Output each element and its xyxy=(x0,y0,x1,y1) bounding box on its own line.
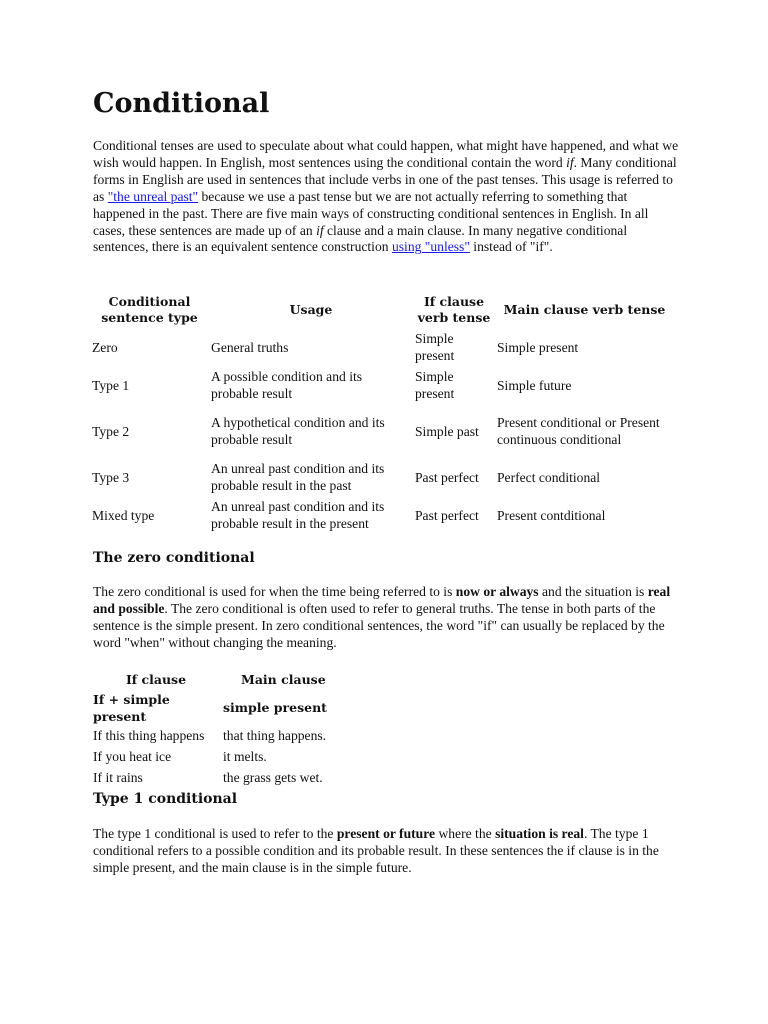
table-cell: If + simple present xyxy=(93,691,170,724)
table-cell: Type 1 xyxy=(92,377,130,393)
table-cell: Type 2 xyxy=(92,423,130,439)
table-cell: Simple future xyxy=(497,377,572,393)
intro-text-4: clause and a main clause. In many negative conditional sentences, there is an equivalent sentence construction xyxy=(93,222,628,255)
zero-conditional-heading: The zero conditional xyxy=(93,550,255,566)
zero-conditional-table xyxy=(91,670,403,789)
zero-text-2: and the situation is xyxy=(538,584,648,599)
intro-text-5: instead of "if". xyxy=(469,239,553,255)
table-row xyxy=(90,459,674,497)
column-header: Usage xyxy=(289,302,333,317)
table-cell: Past perfect xyxy=(415,507,479,523)
table-row xyxy=(90,405,674,459)
zero-text-1: The zero conditional is used for when the time being referred to is xyxy=(93,584,456,599)
table-cell: A possible condition and its probable result xyxy=(211,369,363,401)
table-cell: Past perfect xyxy=(415,469,479,485)
type1-text-1: The type 1 conditional is used to refer to the xyxy=(93,826,337,841)
table-cell: that thing happens. xyxy=(223,728,327,744)
table-cell: A hypothetical condition and its probable result xyxy=(211,415,385,447)
table-cell: Simple present xyxy=(415,331,455,363)
type1-conditional-heading: Type 1 conditional xyxy=(93,791,238,807)
table-cell: An unreal past condition and its probable result in the present xyxy=(211,499,385,531)
column-header: If clause verb tense xyxy=(417,294,491,325)
column-header: Conditional sentence type xyxy=(101,294,198,325)
table-cell: If it rains xyxy=(93,769,143,785)
zero-bold-1: now or always xyxy=(455,584,539,599)
type1-bold-2: situation is real xyxy=(495,826,584,841)
table-cell: Perfect conditional xyxy=(497,469,601,485)
conditional-types-table xyxy=(90,291,674,535)
intro-text-1: Conditional tenses are used to speculate about what could happen, what might have happened, and what we wish would happen. In English, most sentences using the conditional contain the word xyxy=(93,138,679,170)
table-cell: Type 3 xyxy=(92,469,130,485)
table-row xyxy=(91,747,403,768)
intro-if-italic: if xyxy=(566,154,574,170)
column-header: If clause xyxy=(125,671,187,687)
unreal-past-link[interactable]: "the unreal past" xyxy=(107,188,199,204)
type1-conditional-paragraph xyxy=(93,826,681,877)
type1-text-2: where the xyxy=(435,826,496,841)
column-header: Main clause xyxy=(241,671,326,687)
table-cell: Simple present xyxy=(415,369,455,401)
intro-if-italic-2: if xyxy=(316,222,324,238)
table-row xyxy=(91,768,403,789)
zero-text-3: . The zero conditional is often used to refer to general truths. The tense in both parts of the sentence is the simple present. In zero conditional sentences, the word "if" can usually be replaced by the word "when" without changing the meaning. xyxy=(93,600,665,650)
table-cell: General truths xyxy=(211,339,289,355)
table-cell: Mixed type xyxy=(92,507,155,523)
table-cell: If this thing happens xyxy=(93,728,205,744)
zero-bold-2: real and possible xyxy=(93,584,671,616)
table-cell: Present contditional xyxy=(497,507,606,523)
table-row xyxy=(90,497,674,535)
column-header: Main clause verb tense xyxy=(503,302,666,317)
table-row xyxy=(90,367,674,405)
type1-text-3: . The type 1 conditional refers to a possible condition and its probable result. In these sentences the if clause is in the simple present, and the main clause is in the simple future. xyxy=(93,826,659,875)
table-cell: Simple past xyxy=(415,423,479,439)
table-row xyxy=(91,727,403,748)
page-title: Conditional xyxy=(93,88,270,119)
zero-conditional-paragraph xyxy=(93,584,681,652)
table-cell: it melts. xyxy=(223,749,267,765)
table-cell: Present conditional or Present continuous conditional xyxy=(497,415,660,447)
table-cell: the grass gets wet. xyxy=(223,769,323,785)
type1-bold-1: present or future xyxy=(336,826,436,841)
intro-paragraph xyxy=(93,138,681,256)
intro-text-3: because we use a past tense but we are not actually referring to something that happened in the past. There are five main ways of constructing conditional sentences in English. In all cases, these sentences are made up of an xyxy=(93,188,649,238)
table-cell: If you heat ice xyxy=(93,749,172,765)
table-header-row xyxy=(90,291,674,329)
table-cell: Zero xyxy=(92,339,118,355)
intro-text-2: . Many conditional forms in English are used in sentences that include verbs in one of the past tenses. This usage is referred to as xyxy=(93,154,677,204)
table-cell: Simple present xyxy=(497,339,579,355)
using-unless-link[interactable]: using "unless" xyxy=(391,239,470,255)
table-cell: An unreal past condition and its probable result in the past xyxy=(211,461,385,493)
formula-row xyxy=(91,691,403,727)
table-header-row xyxy=(91,670,403,691)
table-cell: simple present xyxy=(223,700,327,716)
table-row xyxy=(90,329,674,367)
